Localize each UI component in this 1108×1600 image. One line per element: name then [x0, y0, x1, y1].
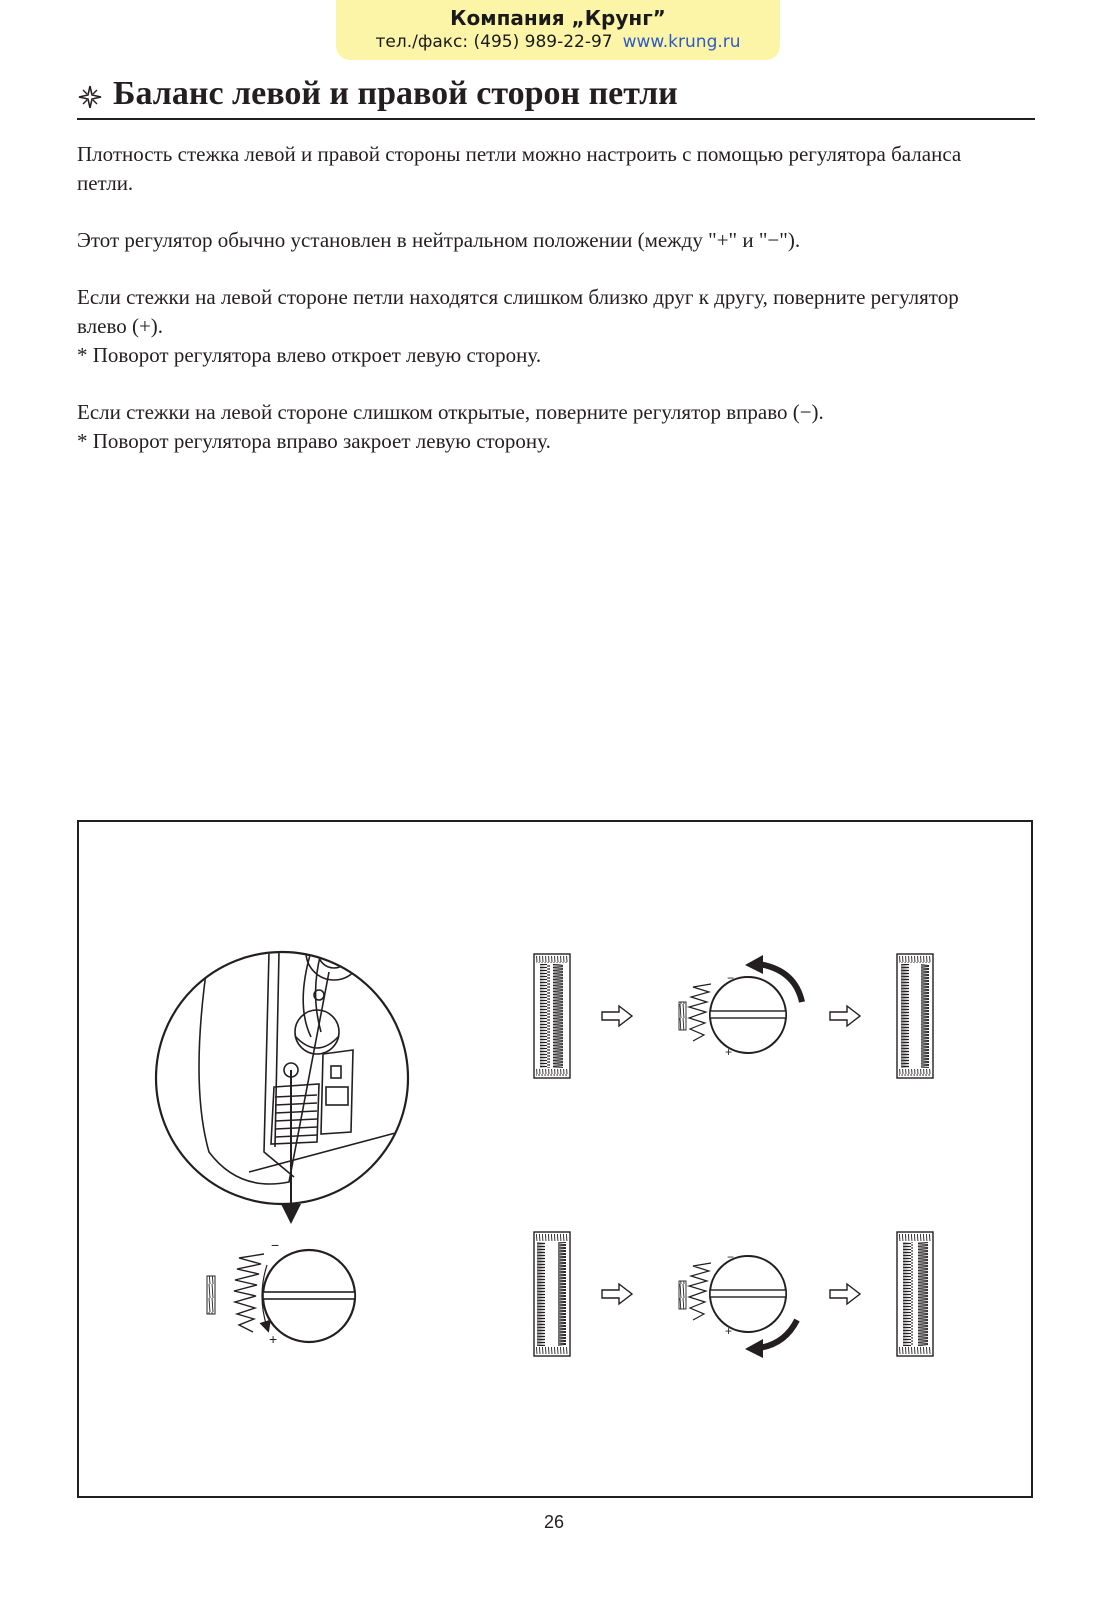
text-line: * Поворот регулятора влево откроет левую сторону.	[77, 343, 542, 367]
paragraph-intro	[77, 140, 1037, 198]
company-name: Компания „Крунг”	[450, 6, 666, 30]
arrow-icon	[602, 1006, 632, 1026]
buttonhole-bottom-after	[897, 1232, 933, 1356]
plus-label: +	[725, 1045, 733, 1059]
buttonhole-top-after	[897, 954, 933, 1078]
buttonhole-top-before	[534, 954, 570, 1078]
text-line: Этот регулятор обычно установлен в нейтральном положении (между "+" и "−").	[77, 228, 801, 252]
paragraph-too-open	[77, 398, 1037, 456]
paragraph-neutral	[77, 226, 1037, 255]
text-line: Если стежки на левой стороне петли находятся слишком близко друг к другу, поверните регулятор	[77, 285, 959, 309]
text-line: влево (+).	[77, 314, 164, 338]
company-contact	[336, 32, 780, 52]
text-line: петли.	[77, 171, 134, 195]
minus-label: −	[727, 971, 735, 985]
arrow-icon	[830, 1284, 860, 1304]
paragraph-too-close	[77, 283, 1037, 370]
text-line: Если стежки на левой стороне слишком открытые, поверните регулятор вправо (−).	[77, 400, 824, 424]
company-phone: тел./факс: (495) 989-22-97	[375, 32, 613, 52]
instructions-text	[77, 140, 1037, 484]
buttonhole-balance-figure	[77, 820, 1033, 1498]
arrow-icon	[830, 1006, 860, 1026]
company-banner	[336, 0, 780, 60]
page-number: 26	[543, 1512, 565, 1532]
page-title: Баланс левой и правой сторон петли	[113, 75, 678, 112]
balance-dial-large	[207, 1237, 355, 1347]
plus-label: +	[269, 1331, 278, 1347]
machine-closeup	[156, 924, 408, 1214]
text-line: Плотность стежка левой и правой стороны петли можно настроить с помощью регулятора баланса	[77, 142, 962, 166]
balance-dial-turn-right	[679, 1250, 797, 1358]
company-website-link[interactable]: www.krung.ru	[622, 32, 741, 52]
minus-label: −	[271, 1237, 280, 1253]
plus-label: +	[725, 1324, 733, 1338]
buttonhole-bottom-before	[534, 1232, 570, 1356]
sparkle-icon	[77, 84, 103, 110]
balance-dial-turn-left	[679, 955, 802, 1059]
text-line: * Поворот регулятора вправо закроет левую сторону.	[77, 429, 551, 453]
section-heading	[77, 70, 1035, 120]
figure-illustration	[79, 822, 1031, 1496]
arrow-icon	[602, 1284, 632, 1304]
minus-label: −	[727, 1250, 735, 1264]
